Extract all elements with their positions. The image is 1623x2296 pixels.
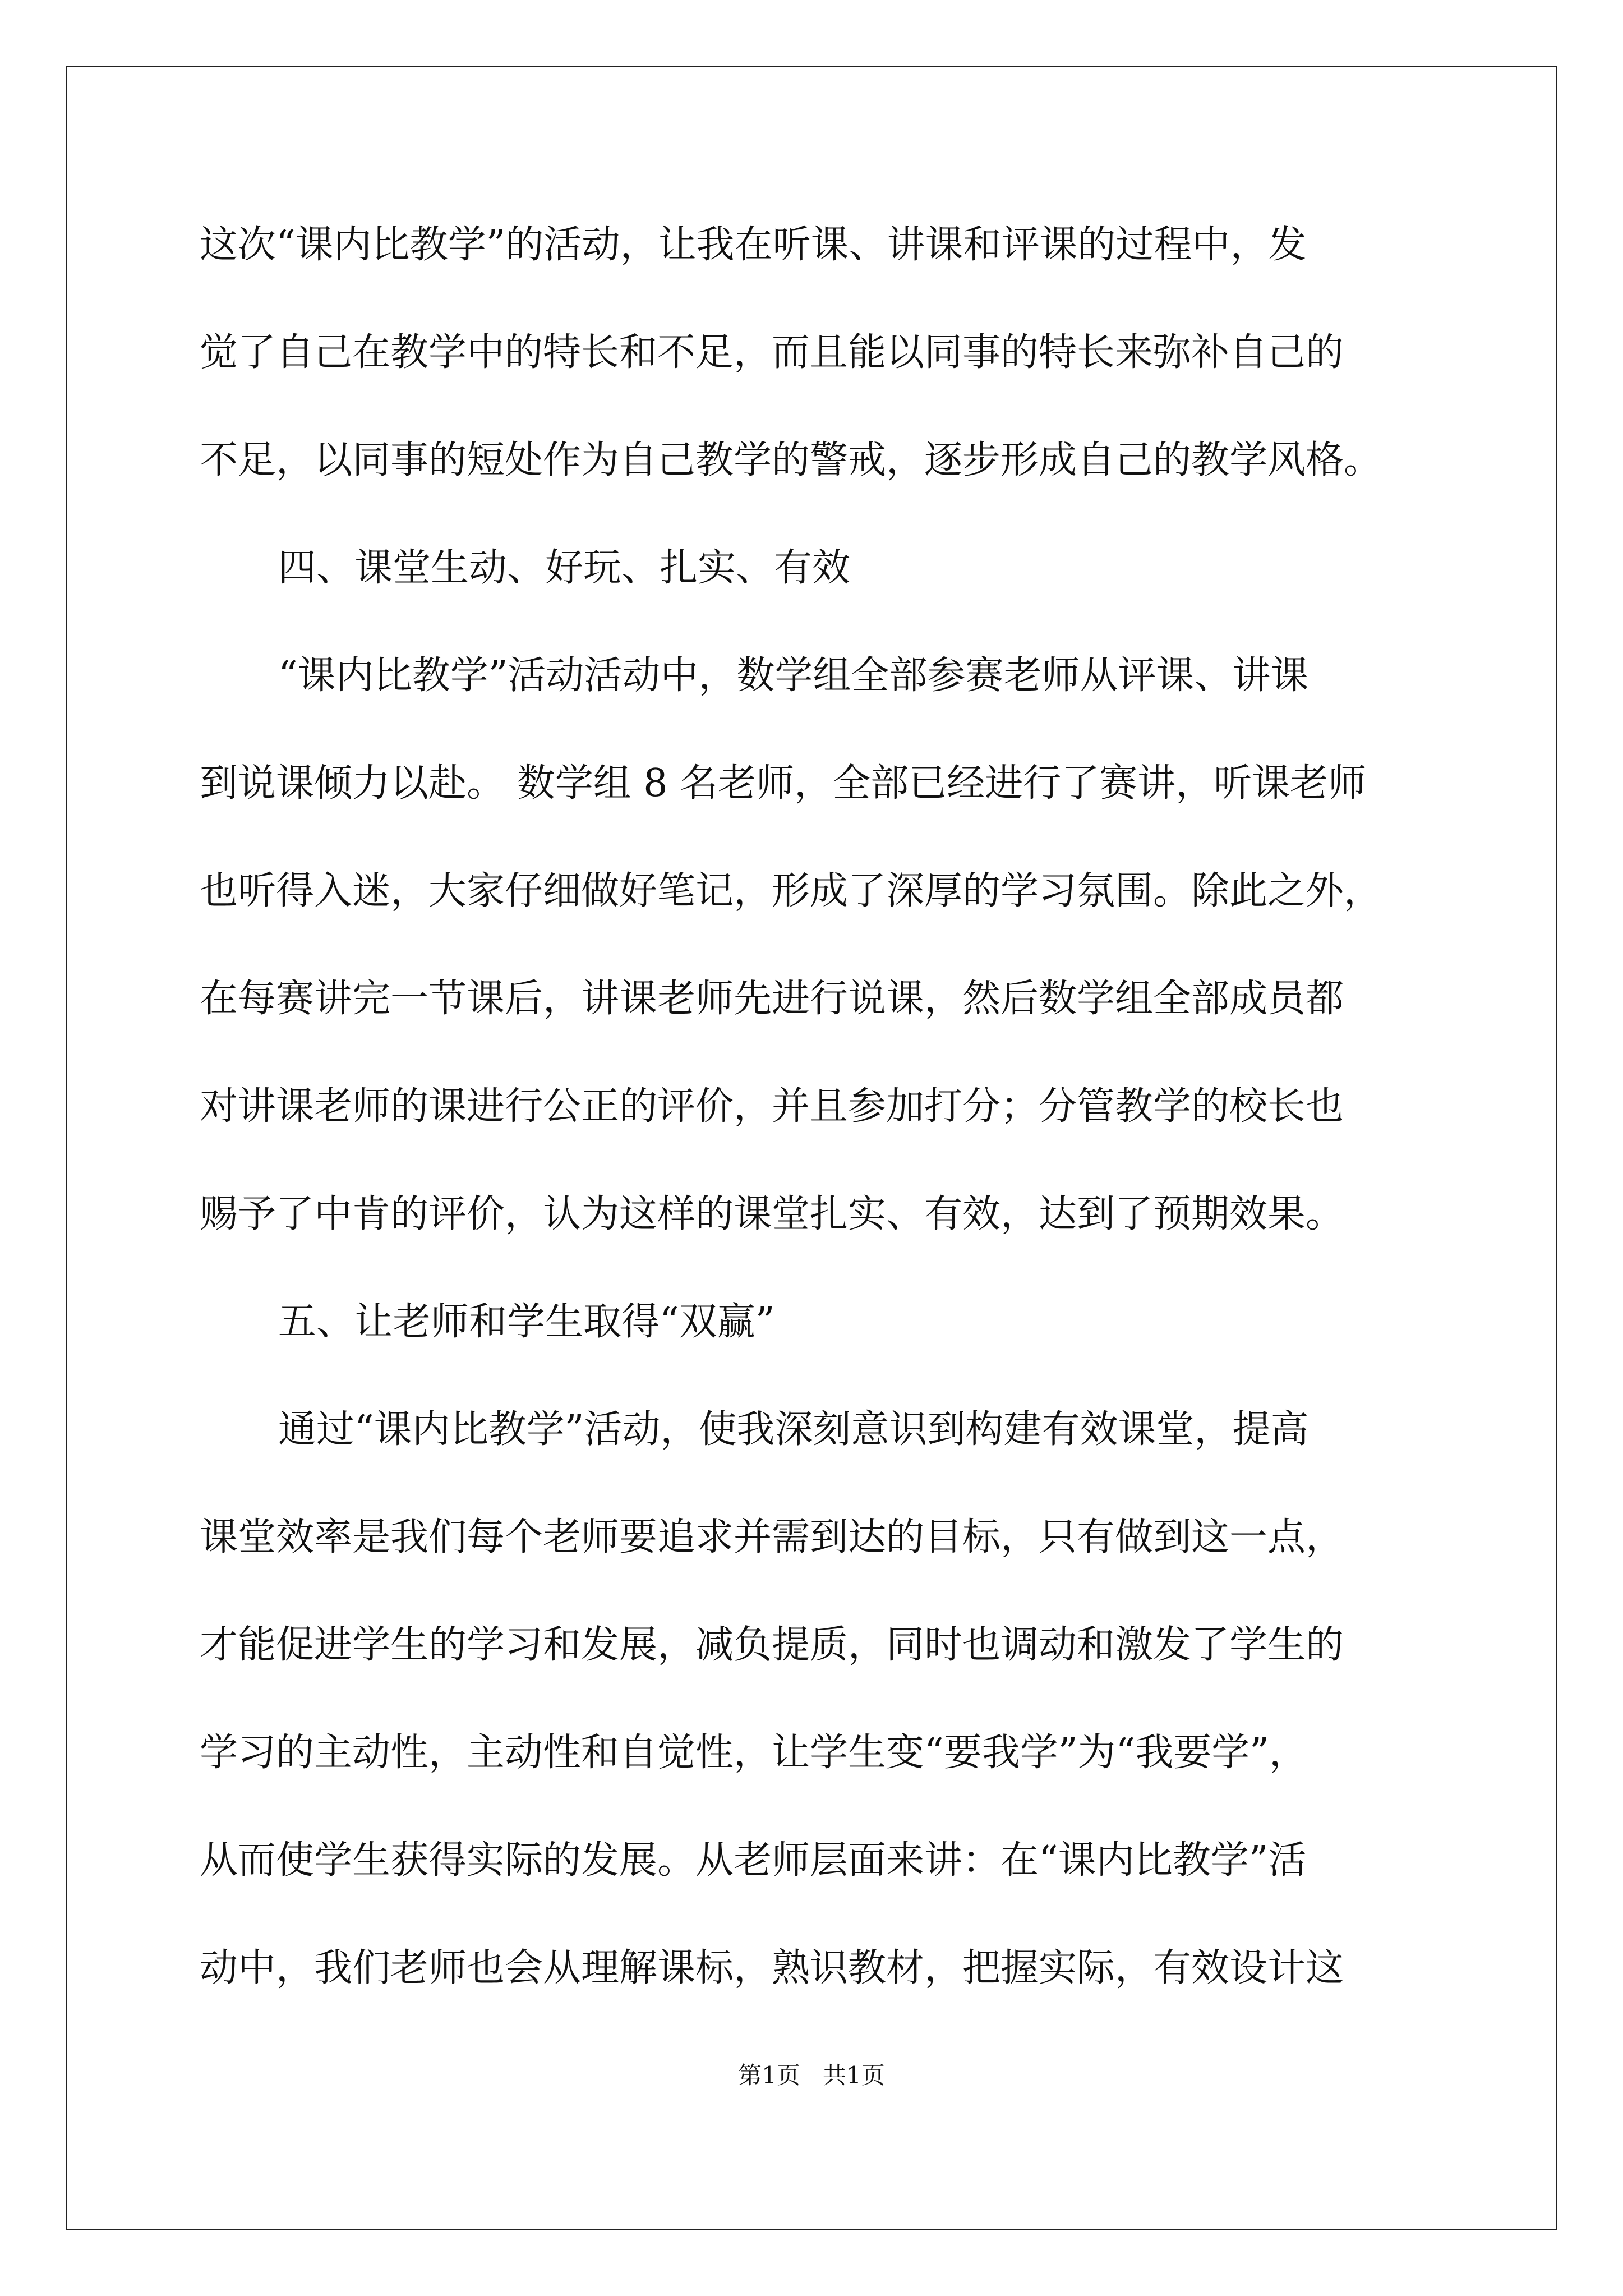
- text-line: 在每赛讲完一节课后，讲课老师先进行说课，然后数学组全部成员都: [200, 977, 1344, 1021]
- text-line: “课内比教学”活动活动中，数学组全部参赛老师从评课、讲课: [278, 654, 1309, 698]
- page-footer: [0, 2059, 1623, 2092]
- text-line: 从而使学生获得实际的发展。从老师层面来讲：在“课内比教学”活: [200, 1838, 1307, 1883]
- text-line: 觉了自己在教学中的特长和不足，而且能以同事的特长来弥补自己的: [200, 330, 1344, 375]
- text-line: 学习的主动性，主动性和自觉性，让学生变“要我学”为“我要学”，: [200, 1731, 1308, 1775]
- text-line: 通过“课内比教学”活动，使我深刻意识到构建有效课堂，提高: [278, 1407, 1309, 1452]
- text-line: 这次“课内比教学”的活动，让我在听课、讲课和评课的过程中，发: [200, 223, 1307, 267]
- text-line: 对讲课老师的课进行公正的评价，并且参加打分；分管教学的校长也: [200, 1084, 1344, 1129]
- text-line: 赐予了中肯的评价，认为这样的课堂扎实、有效，达到了预期效果。: [200, 1192, 1344, 1236]
- text-line: 动中，我们老师也会从理解课标，熟识教材，把握实际，有效设计这: [200, 1946, 1344, 1990]
- text-line: 也听得入迷，大家仔细做好笔记，形成了深厚的学习氛围。除此之外，: [200, 869, 1382, 913]
- section-heading: 五、让老师和学生取得“双赢”: [278, 1300, 775, 1344]
- page-number: 第1页: [738, 2062, 800, 2089]
- text-line: 才能促进学生的学习和发展，减负提质，同时也调动和激发了学生的: [200, 1623, 1344, 1667]
- text-line: 到说课倾力以赴。 数学组 8 名老师，全部已经进行了赛讲，听课老师: [200, 761, 1367, 806]
- text-line: 课堂效率是我们每个老师要追求并需到达的目标，只有做到这一点，: [200, 1515, 1344, 1559]
- page-border: [66, 66, 1557, 2230]
- page-total: 共1页: [823, 2062, 885, 2089]
- text-line: 不足，以同事的短处作为自己教学的警戒，逐步形成自己的教学风格。: [200, 438, 1382, 482]
- section-heading: 四、课堂生动、好玩、扎实、有效: [278, 546, 851, 590]
